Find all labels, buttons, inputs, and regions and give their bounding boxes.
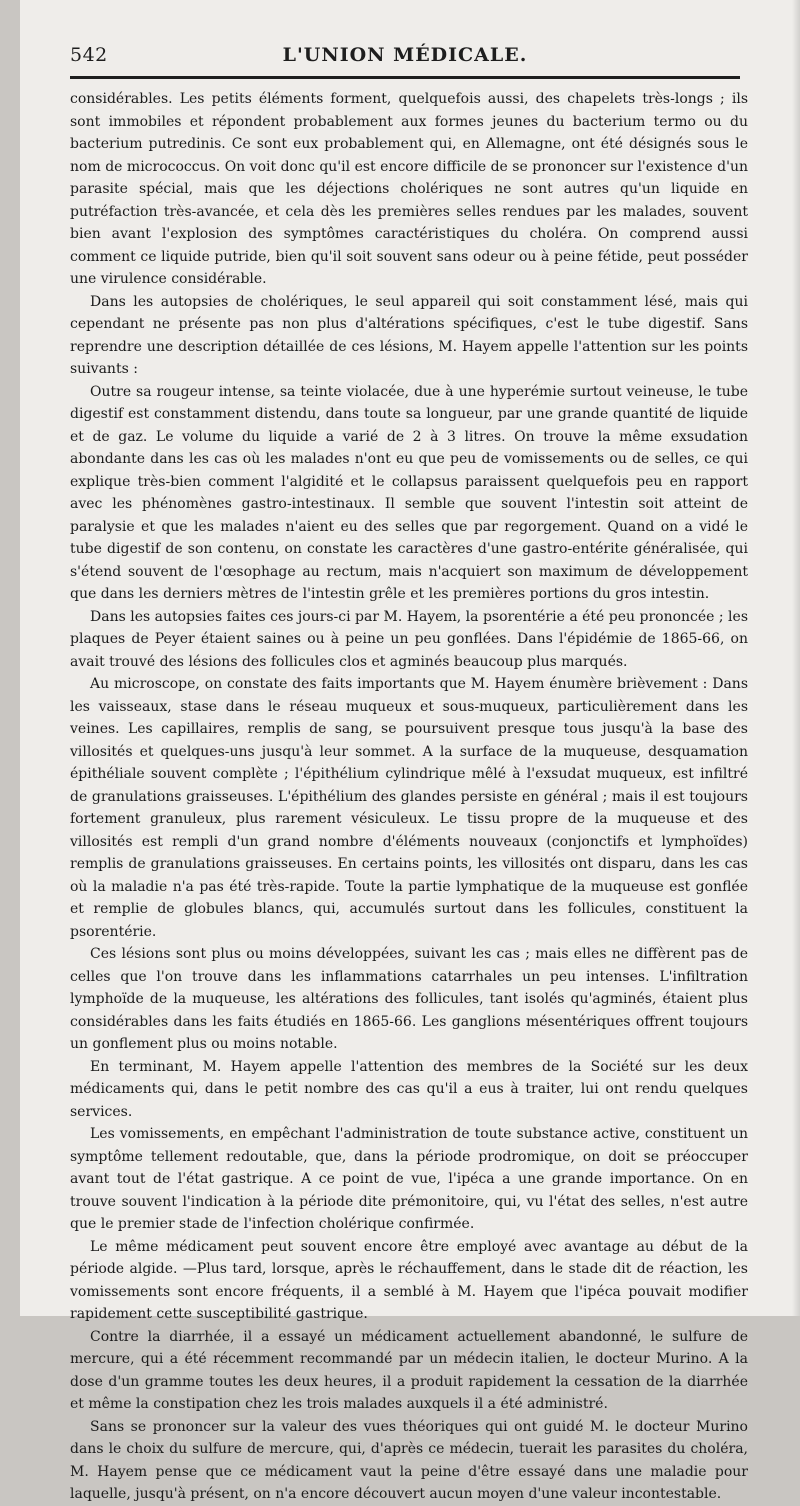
page-number: 542 bbox=[70, 44, 108, 66]
header-rule bbox=[70, 76, 740, 79]
paragraph-diarrhee: Contre la diarrhée, il a essayé un médicament actuellement abandonné, le sulfure de mercure, qui a été récemment recommandé par un médecin italien, le docteur Murino. A la dose d'un gramme toutes les deux heures, il a produit rapidement la cessation de la diarrhée et même la constipation chez les trois malades auxquels il a été administré. bbox=[70, 1328, 748, 1412]
paragraph-sulfure-mercure: Sans se prononcer sur la valeur des vues théoriques qui ont guidé M. le docteur Murino dans le choix du sulfure de mercure, qui, d'après ce médecin, tuerait les parasites du choléra, M. Hayem pense que ce médicament vaut la peine d'être essayé dans une maladie pour laquelle, jusqu'à présent, on n'a encore découvert aucun moyen d'une valeur incontestable. bbox=[70, 1418, 748, 1502]
paragraph-periode-algide: Le même médicament peut souvent encore être employé avec avantage au début de la période algide. —Plus tard, lorsque, après le réchauffement, dans le stade dit de réaction, les vomissements sont encore fréquents, il a semblé à M. Hayem que l'ipéca pouvait modifier rapidement cette susceptibilité gastrique. bbox=[70, 1238, 748, 1322]
paragraph-lesions: Ces lésions sont plus ou moins développées, suivant les cas ; mais elles ne diffèrent pas de celles que l'on trouve dans les inflammations catarrhales un peu intenses. L'infiltration lymphoïde de la muqueuse, les altérations des follicules, tant isolés qu'agminés, étaient plus considérables dans les faits étudiés en 1865-66. Les ganglions mésentériques offrent toujours un gonflement plus ou moins notable. bbox=[70, 946, 748, 1052]
paragraph-tube-digestif: Outre sa rougeur intense, sa teinte violacée, due à une hyperémie surtout veineuse, le tube digestif est constamment distendu, dans toute sa longueur, par une grande quantité de liquide et de gaz. Le volume du liquide a varié de 2 à 3 litres. On trouve la même exsudation abondante dans les cas où les malades n'ont eu que peu de vomissements ou de selles, ce qui explique très-bien comment l'algidité et le collapsus paraissent quelquefois peu en rapport avec les phénomènes gastro-intestinaux. Il semble que souvent l'intestin soit atteint de paralysie et que les malades n'aient eu des selles que par regorgement. Quand on a vidé le tube digestif de son contenu, on constate les caractères d'une gastro-entérite généralisée, qui s'étend souvent de l'œsophage au rectum, mais n'acquiert son maximum de développement que dans les derniers mètres de l'intestin grêle et les premières portions du gros intestin. bbox=[70, 383, 748, 602]
paragraph-psorenterie: Dans les autopsies faites ces jours-ci par M. Hayem, la psorentérie a été peu prononcée ; les plaques de Peyer étaient saines ou à peine un peu gonflées. Dans l'épidémie de 1865-66, on avait trouvé des lésions des follicules clos et agminés beaucoup plus marqués. bbox=[70, 608, 749, 670]
article-body bbox=[70, 88, 748, 1506]
paragraph-medicaments: En terminant, M. Hayem appelle l'attention des membres de la Société sur les deux médicaments qui, dans le petit nombre des cas qu'il a eus à traiter, lui ont rendu quelques services. bbox=[70, 1058, 748, 1120]
running-header bbox=[70, 44, 740, 70]
paragraph-vomissements: Les vomissements, en empêchant l'administration de toute substance active, constituent un symptôme tellement redoutable, que, dans la période prodromique, on doit se préoccuper avant tout de l'état gastrique. A ce point de vue, l'ipéca a une grande importance. On en trouve souvent l'indication à la période dite prémonitoire, qui, vu l'état des selles, n'est autre que le premier stade de l'infection cholérique confirmée. bbox=[70, 1126, 748, 1232]
paragraph-microscope: Au microscope, on constate des faits importants que M. Hayem énumère brièvement : Dans les vaisseaux, stase dans le réseau muqueux et sous-muqueux, particulièrement dans les veines. Les capillaires, remplis de sang, se poursuivent presque tous jusqu'à la base des villosités et quelques-uns jusqu'à leur sommet. A la surface de la muqueuse, desquamation épithéliale souvent complète ; l'épithélium cylindrique mêlé à l'exsudat muqueux, est infiltré de granulations graisseuses. L'épithélium des glandes persiste en général ; mais il est toujours fortement granuleux, plus rarement vésiculeux. Le tissu propre de la muqueuse et des villosités est rempli d'un grand nombre d'éléments nouveaux (conjonctifs et lymphoïdes) remplis de granulations graisseuses. En certains points, les villosités ont disparu, dans les cas où la maladie n'a pas été très-rapide. Toute la partie lymphatique de la muqueuse est gonflée et remplie de globules blancs, qui, accumulés surtout dans les follicules, constituent la psorentérie. bbox=[70, 676, 748, 940]
paragraph-continuation: considérables. Les petits éléments forment, quelquefois aussi, des chapelets très-longs ; ils sont immobiles et répondent probablement aux formes jeunes du bacterium termo ou du bacterium putredinis. Ce sont eux probablement qui, en Allemagne, ont été désignés sous le nom de micrococcus. On voit donc qu'il est encore difficile de se prononcer sur l'existence d'un parasite spécial, mais que les déjections cholériques ne sont autres qu'un liquide en putréfaction très-avancée, et cela dès les premières selles rendues par les malades, souvent bien avant l'explosion des symptômes caractéristiques du choléra. On comprend aussi comment ce liquide putride, bien qu'il soit souvent sans odeur ou à peine fétide, peut posséder une virulence considérable. bbox=[70, 91, 748, 287]
paragraph-autopsies: Dans les autopsies de cholériques, le seul appareil qui soit constamment lésé, mais qui cependant ne présente pas non plus d'altérations spécifiques, c'est le tube digestif. Sans reprendre une description détaillée de ces lésions, M. Hayem appelle l'attention sur les points suivants : bbox=[70, 293, 748, 377]
journal-title: L'UNION MÉDICALE. bbox=[282, 44, 528, 66]
page-edge-shadow bbox=[792, 0, 800, 1316]
